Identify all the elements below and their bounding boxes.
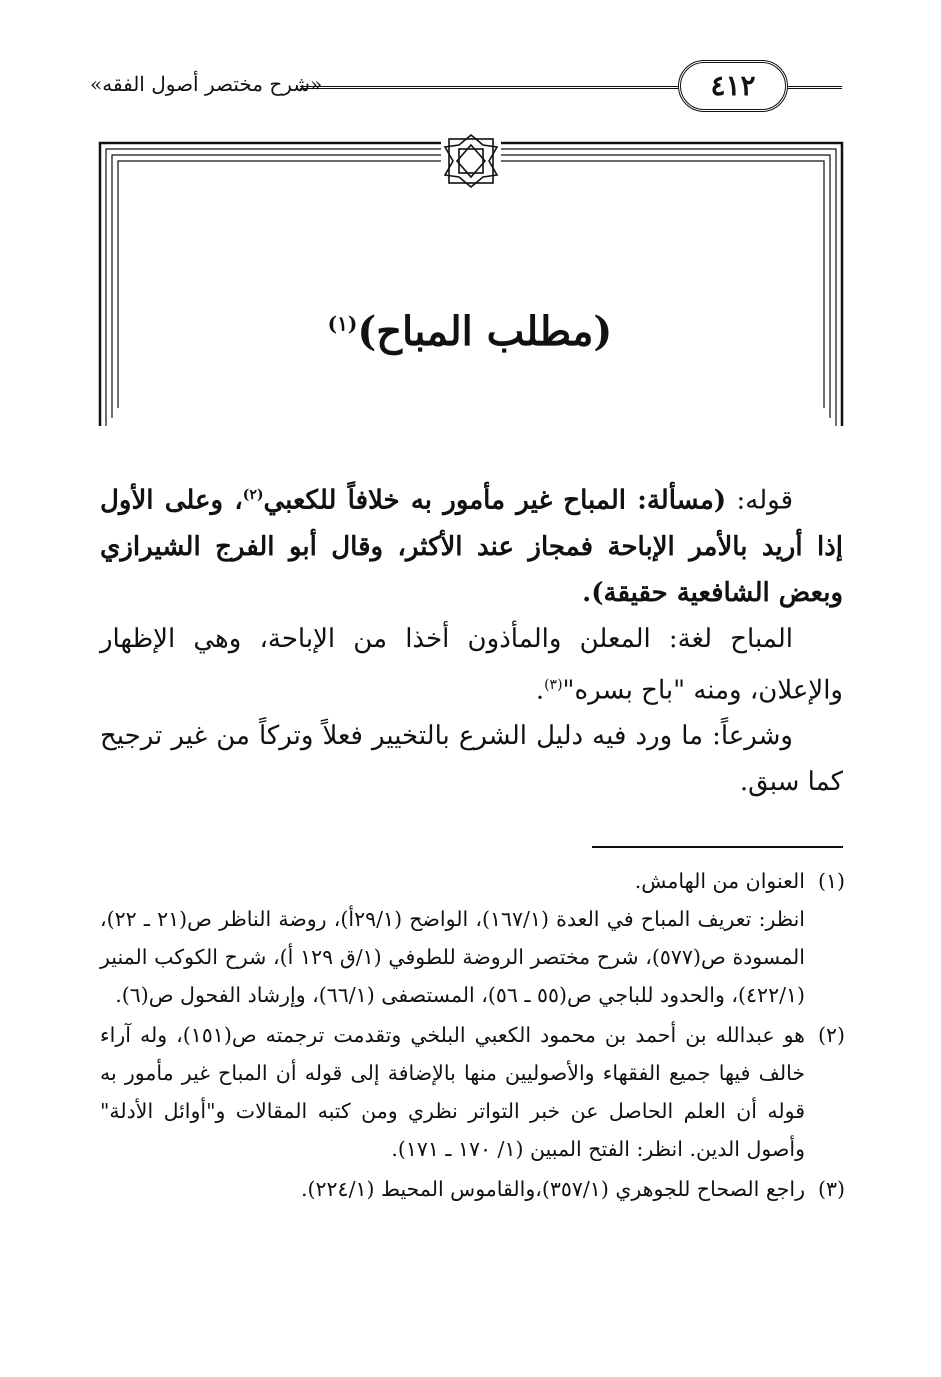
footnote-body	[100, 1016, 805, 1168]
footnotes	[100, 862, 845, 1210]
section-title-text: (مطلب المباح)	[357, 308, 613, 355]
footnote-ref-2: (٢)	[242, 487, 264, 503]
body-text	[100, 472, 843, 805]
matn-quote-rest: ، وعلى الأول إذا أريد بالأمر الإباحة فمجاز عند الأكثر، وقال أبو الفرج الشيرازي وبعض الشافعية حقيقة).	[100, 485, 844, 608]
section-title	[100, 308, 840, 355]
matn-quote: (مسألة: المباح غير مأمور به خلافاً للكعبي	[263, 485, 727, 516]
footnote-body	[100, 862, 805, 1014]
footnote-ref-3: (٣)	[544, 676, 563, 693]
footnote-line: هو عبدالله بن أحمد بن محمود الكعبي البلخي وتقدمت ترجمته ص(١٥١)، وله آراء خالف فيها جميع الفقهاء والأصوليين منها بالإضافة إلى قوله أن المباح غير مأمور به قوله أن العلم الحاصل عن خبر التواتر نظري ومن كتبه المقالات و"أوائل الأدلة" وأصول الدين. انظر: الفتح المبين (١/ ١٧٠ ـ ١٧١).	[100, 1023, 805, 1161]
paragraph-end-mark: .	[535, 675, 545, 706]
header-rule-right	[782, 86, 842, 89]
running-title: «شرح مختصر أصول الفقه»	[90, 72, 323, 96]
footnote-body	[100, 1170, 805, 1208]
frame-ornament-icon	[441, 133, 501, 189]
header-rule-left	[300, 86, 678, 89]
footnote-line: راجع الصحاح للجوهري (٣٥٧/١)،والقاموس المحيط (٢٢٤/١).	[301, 1177, 805, 1201]
footnote-line: العنوان من الهامش.	[634, 869, 805, 893]
paragraph-linguistic	[100, 616, 843, 714]
footnote-number: (٢)	[817, 1023, 845, 1047]
page-number: ٤١٢	[678, 60, 788, 112]
title-footnote-ref: (١)	[327, 311, 358, 336]
footnote-2	[100, 1016, 845, 1168]
lead-word: قوله:	[726, 485, 794, 516]
footnote-separator	[592, 846, 843, 848]
footnote-1	[100, 862, 845, 1014]
paragraph-technical: وشرعاً: ما ورد فيه دليل الشرع بالتخيير فعلاً وتركاً من غير ترجيح كما سبق.	[100, 721, 843, 798]
footnote-number: (١)	[817, 869, 845, 893]
footnote-number: (٣)	[817, 1177, 845, 1201]
paragraph-linguistic-text: المباح لغة: المعلن والمأذون أخذا من الإباحة، وهي الإظهار والإعلان، ومنه "باح بسره"	[100, 623, 843, 706]
footnote-3	[100, 1170, 845, 1208]
footnote-line: انظر: تعريف المباح في العدة (١٦٧/١)، الواضح (٢٩/١أ)، روضة الناظر ص(٢١ ـ ٢٢)، المسودة ص(٥٧٧)، شرح مختصر الروضة للطوفي (١/ق ١٢٩ أ)، شرح الكوكب المنير (٤٢٢/١)، والحدود للباجي ص(٥٥ ـ ٥٦)، المستصفى (٦٦/١)، وإرشاد الفحول ص(٦).	[100, 907, 806, 1007]
quoted-matn-paragraph	[100, 472, 843, 616]
